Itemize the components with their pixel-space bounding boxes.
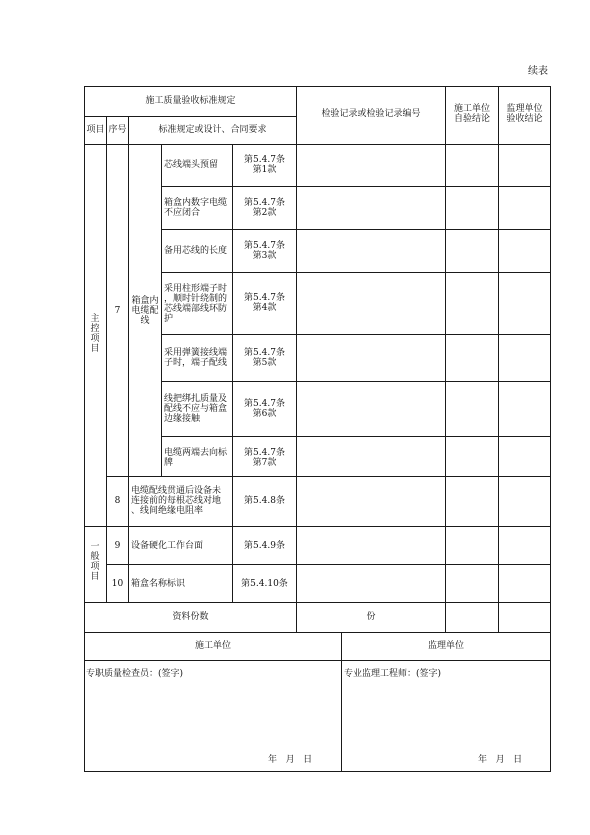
clause-row-10: 第5.4.10条	[241, 579, 288, 589]
req-row-2: 箱盒内数字电缆 不应闭合	[164, 198, 228, 218]
clause-row-1: 第5.4.7条 第1款	[244, 155, 285, 175]
req-row-10: 箱盒名称标识	[131, 579, 186, 589]
supervision-signature-label: 专业监理工程师：(签字)	[344, 669, 442, 679]
clause-row-6: 第5.4.7条 第6款	[244, 399, 285, 419]
clause-row-2: 第5.4.7条 第2款	[244, 198, 285, 218]
req-row-4: 采用柱形端子时 ，顺时针绕制的 芯线端部线环防 护	[164, 284, 228, 324]
supervision-date: 年 月 日	[478, 755, 523, 765]
construction-unit-header: 施工单位	[194, 641, 231, 651]
clause-row-5: 第5.4.7条 第5款	[244, 348, 285, 368]
clause-row-9: 第5.4.9条	[244, 541, 285, 551]
docs-count-label: 资料份数	[172, 612, 209, 622]
seq-8: 8	[114, 496, 121, 506]
seq-9: 9	[114, 541, 121, 551]
req-row-8: 电缆配线贯通后设备未 连接前的每根芯线对地 、线间绝缘电阻率	[131, 486, 222, 516]
supervision-unit-header: 监理单位	[427, 641, 464, 651]
req-row-7: 电缆两端去向标 牌	[164, 448, 228, 468]
standard-group-header: 施工质量验收标准规定	[145, 96, 236, 106]
group-7-label: 箱盒内 电缆配 线	[131, 296, 159, 326]
clause-row-7: 第5.4.7条 第7款	[244, 448, 285, 468]
clause-row-8: 第5.4.8条	[244, 496, 285, 506]
req-row-1: 芯线端头预留	[164, 160, 219, 170]
record-column-header: 检验记录或检验记录编号	[321, 109, 421, 119]
seq-7: 7	[114, 306, 121, 316]
req-row-9: 设备硬化工作台面	[131, 541, 204, 551]
clause-row-4: 第5.4.7条 第4款	[244, 293, 285, 313]
construction-date: 年 月 日	[268, 755, 313, 765]
req-row-5: 采用弹簧接线端 子时，端子配线	[164, 348, 228, 368]
item-column-header: 项目	[86, 125, 105, 135]
seq-column-header: 序号	[108, 125, 127, 135]
requirement-column-header: 标准规定或设计、合同要求	[158, 125, 267, 135]
continued-label: 续表	[528, 66, 548, 77]
main-control-label: 主控项目	[90, 314, 100, 354]
clause-row-3: 第5.4.7条 第3款	[244, 241, 285, 261]
docs-count-unit: 份	[366, 612, 376, 622]
req-row-6: 线把绑扎质量及 配线不应与箱盒 边缘接触	[164, 394, 228, 424]
construction-signature-label: 专职质量检查员：(签字)	[86, 669, 184, 679]
construction-conclusion-header: 施工单位 自验结论	[453, 104, 490, 124]
seq-10: 10	[111, 579, 124, 589]
general-items-label: 一般项目	[90, 542, 100, 582]
supervision-conclusion-header: 监理单位 验收结论	[506, 104, 543, 124]
req-row-3: 备用芯线的长度	[164, 246, 228, 256]
